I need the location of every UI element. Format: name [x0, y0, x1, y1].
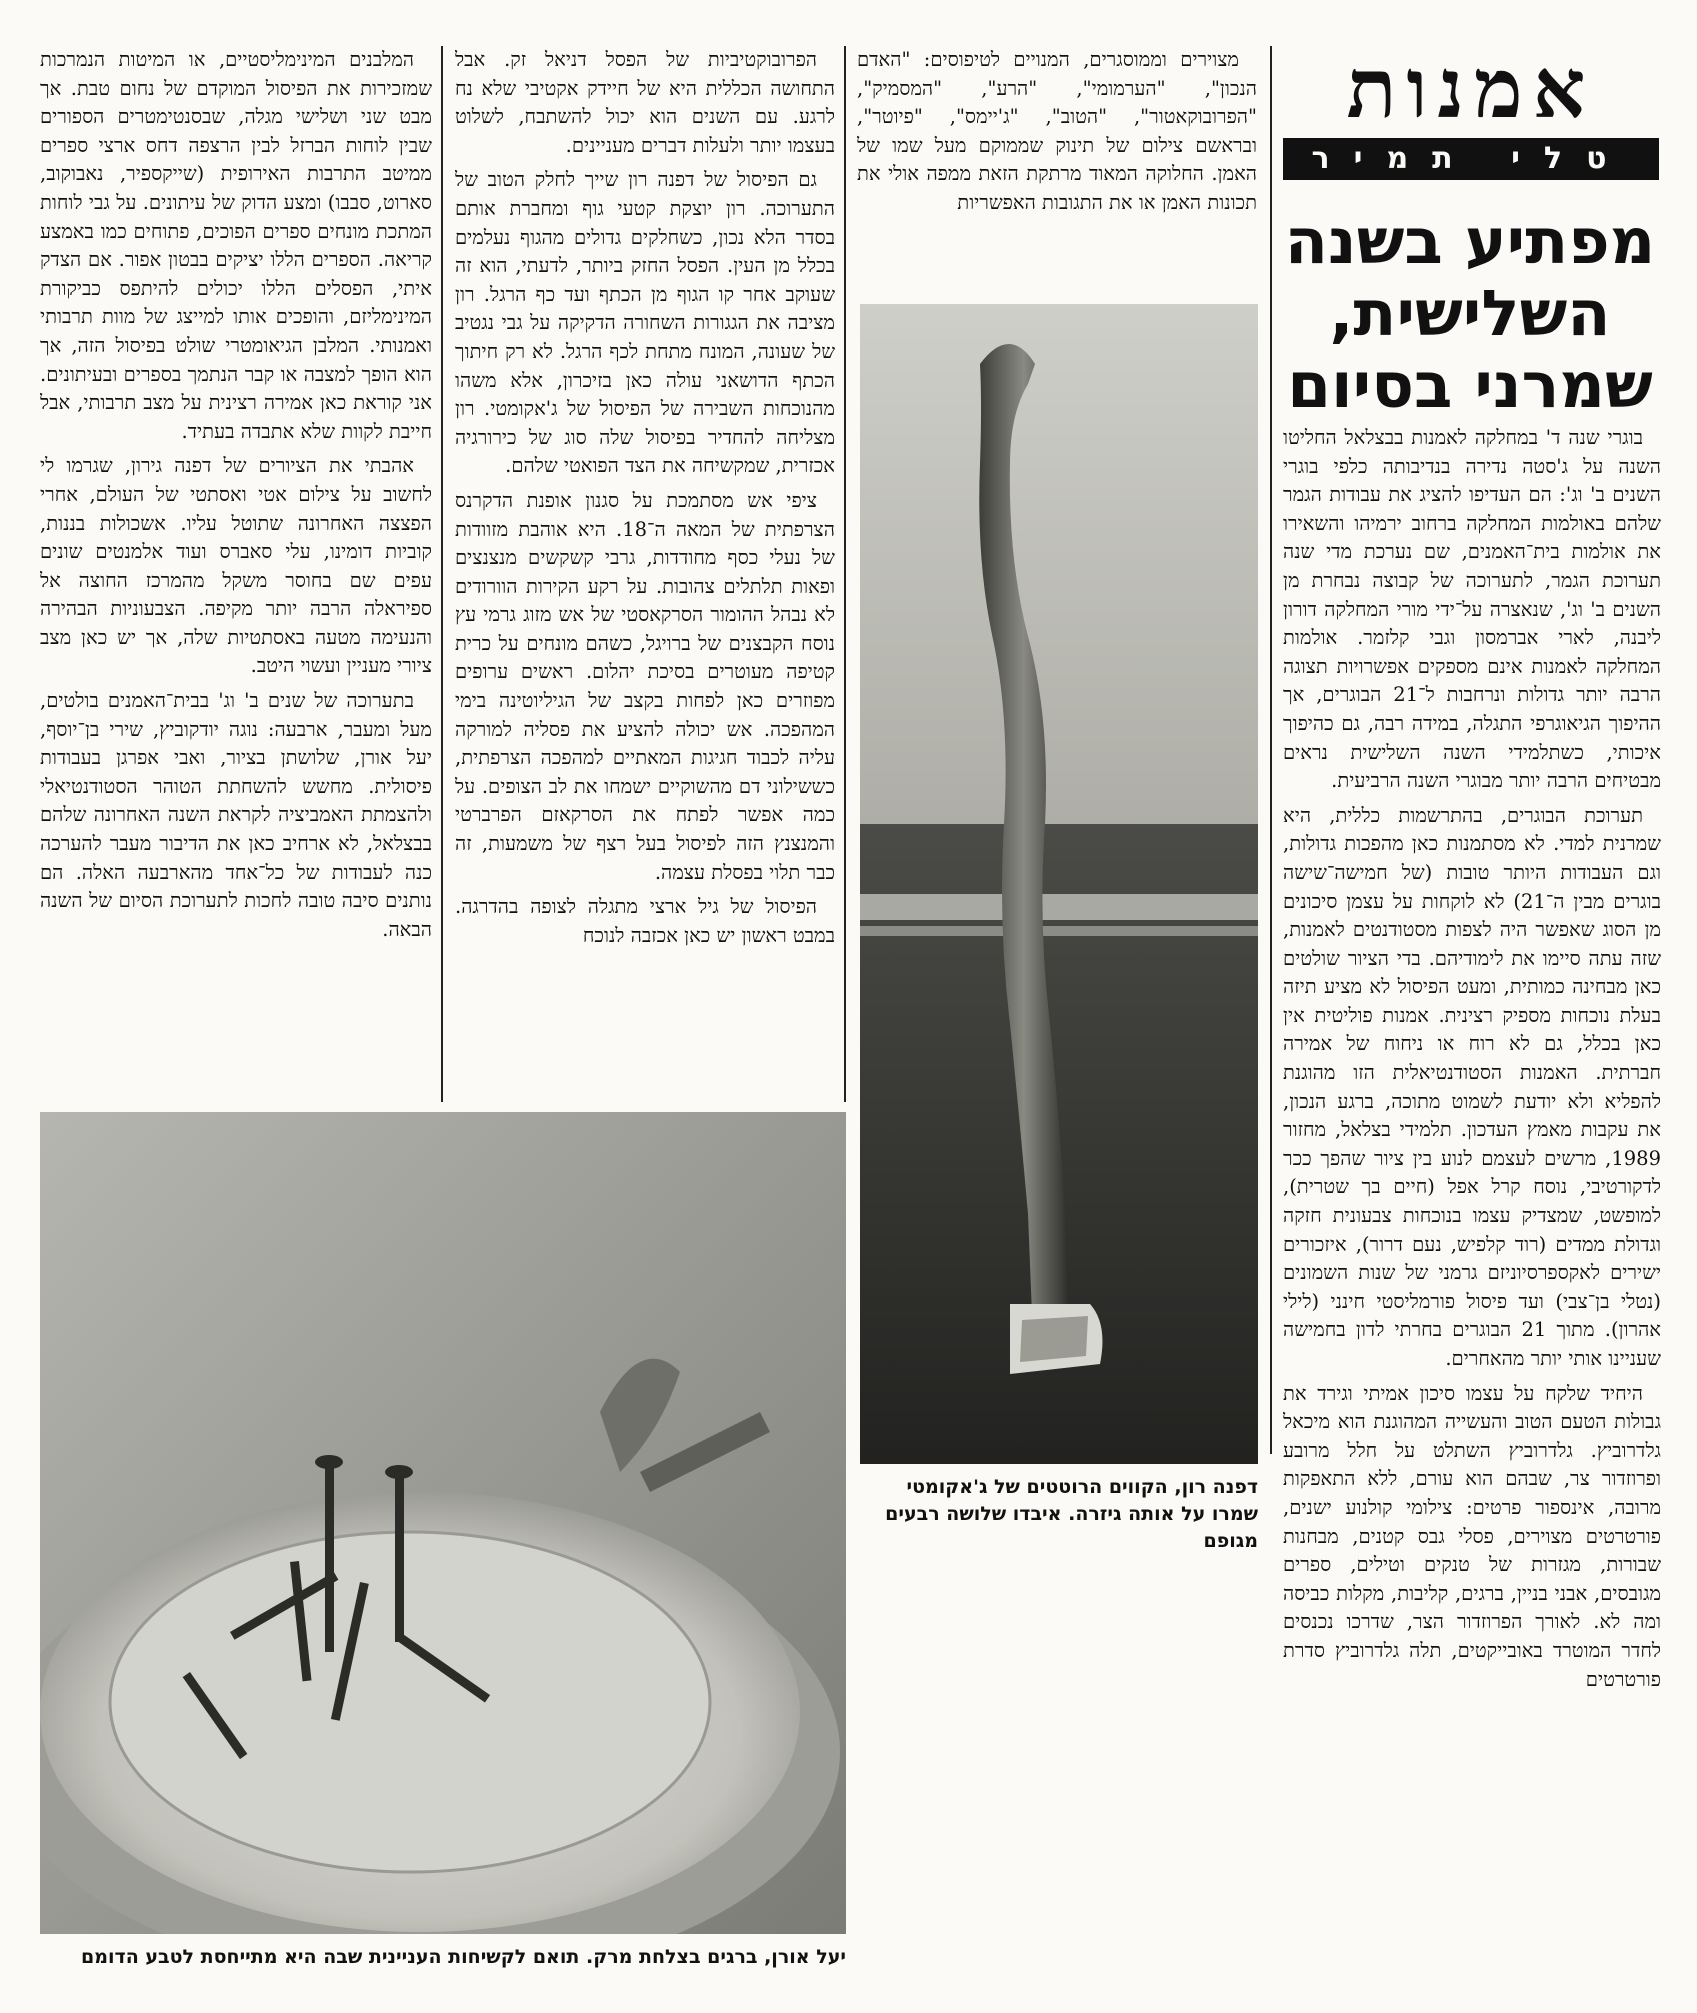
article-paragraph: המלבנים המינימליסטיים, או המיטות הנמרכות שמזכירות את הפיסול המוקדם של נחום טבת. אך מבט שני ושלישי מגלה, שבסנטימטרים הספורים שבין לוחות הברזל לבין הרצפה דחס ארצי ספרים ממיטב התרבות האירופית (שייקספיר, נאבוקוב, סארוט, סבבו) ומצע הדוק של עיתונים. על גבי לוחות המתכת מונחים ספרים הפוכים, פתוחים כמו באמצע קריאה. הספרים הללו יציקים בבטון אפור. אם הצדק איתי, הפסלים הללו יכולים להיתפס כביקורת המינימליזם, והופכים אותו למייצג של מוות תרבותי ואמנותי. המלבן הגיאומטרי שולט בפיסול הזה, אך הוא הופך למצבה או קבר הנתמך בספרים ובעיתונים. אני קוראת כאן אמירה רצינית על מצב תרבותי, אבל חייבת לקוות שלא אתבדה בעתיד. — [40, 48, 432, 443]
article-paragraph: אהבתי את הציורים של דפנה גירון, שגרמו לי לחשוב על צילום אטי ואסתטי של העולם, אחרי הפצצה האחרונה שתוטל עליו. אשכולות בננות, קוביות דומינו, עלי סאברס ועוד אלמנטים שונים עפים שם בחוסר משקל מהמרכז החוצה אל ספיראלה הרבה יותר מקיפה. הצבעוניות הבהירה והנעימה מטעה באסתטיות שלה, אך יש כאן מצב ציורי מעניין ועשוי היטב. — [40, 454, 432, 678]
article-paragraph: גם הפיסול של דפנה רון שייך לחלק הטוב של התערוכה. רון יוצקת קטעי גוף ומחברת אותם בסדר הלא נכון, כשחלקים גדולים מהגוף נעלמים בכלל מן העין. הפסל החזק ביותר, לדעתי, הוא זה שעוקב אחר קו הגוף מן הכתף ועד כף הרגל. רון מציבה את הגגורות השחורה הדקיקה על גבי נגטיב של שעונה, המונח מתחת לכף הרגל. לא רק חיתוך הכתף הדושאני עולה כאן בזיכרון, אלא משהו מהנוכחות השבירה של הפיסול של ג'אקומטי. רון מצליחה להחדיר בפיסול שלה סוג של כירורגיה אכזרית, שמקשיחה את הצד הפואטי שלהם. — [455, 168, 835, 478]
article-column-2-top — [857, 46, 1257, 286]
sculpture-caption: דפנה רון, הקווים הרוטטים של ג'אקומטי שמרו על אותה גיזרה. איבדו שלושה רבעים מגופם — [885, 1476, 1258, 1552]
article-paragraph: היחיד שלקח על עצמו סיכון אמיתי וגירד את גבולות הטעם הטוב והעשייה המהוגנת הוא מיכאל גלדרוביץ. גלדרוביץ השתלט על חלל מרובע ופרוזדור צר, שבהם הוא עורם, ללא התאפקות מרובה, אינספור פרטים: צילומי קולנוע ישנים, פורטרטים מצוירים, פסלי גבס קטנים, מבחנות שבורות, מגזרות של טנקים וטילים, ספרים מגובסים, אבני בניין, ברגים, קליבות, מקלות כביסה ומה לא. לאורך הפרוזדור הצר, שדרכו נכנסים לחדר המוטרד באובייקטים, תלה גלדרוביץ סדרת פורטרטים — [1283, 1381, 1661, 1691]
headline-line: שמרני בסיום — [1287, 349, 1653, 422]
plate-caption: יעל אורן, ברגים בצלחת מרק. תואם לקשיחות העניינית שבה היא מתייחסת לטבע הדומם — [81, 1946, 846, 1968]
column-rule — [844, 46, 846, 1102]
article-paragraph: בתערוכה של שנים ב' וג' בבית־האמנים בולטים, מעל ומעבר, ארבעה: נוגה יודקוביץ, שירי בן־יוסף, יעל אורן, שלושתן בציור, ואבי אפרגן בעבודות פיסולית. מחשש להשחתת הטוהר הסטודנטיאלי ולהצמתת האמביציה לקראת השנה האחרונה שלהם בבצלאל, לא ארחיב כאן את הדיבור מעבר להערכה כנה לעבודות של כל־אחד מהארבעה האלה. הם נותנים סיבה טובה לחכות לתערוכת הסיום של השנה הבאה. — [40, 689, 432, 941]
column-rule — [1270, 46, 1272, 1454]
article-column-4 — [40, 46, 432, 1102]
headline — [1278, 206, 1662, 422]
headline-line: מפתיע בשנה — [1284, 205, 1656, 278]
plate-photo — [40, 1112, 846, 1934]
writer-name: טלי תמיר — [1283, 138, 1659, 180]
sculpture-photo — [860, 304, 1258, 1464]
article-paragraph: בוגרי שנה ד' במחלקה לאמנות בבצלאל החליטו השנה על ג'סטה נדירה בנדיבותה כלפי בוגרי השנים ב' וג': הם העדיפו להציג את עבודות הגמר שלהם באולמות המחלקה ברחוב ירמיהו והשאירו את אולמות בית־האמנים, שם נערכת מדי שנה תערוכת הגמר, לתערוכה של קבוצה נבחרת מן השנים ב' וג', שנאצרה על־ידי מורי המחלקה דורון ליבנה, לארי אברמסון וגבי קלזמר. אולמות המחלקה לאמנות אינם מספקים אפשרויות תצוגה הרבה יותר גדולות ונרחבות ל־21 הבוגרים, אך ההיפוך הגיאוגרפי התגלה, במידה רבה, גם כהיפוך איכותי, כשתלמידי השנה השלישית נראים מבטיחים הרבה יותר מבוגרי השנה הרביעית. — [1283, 426, 1661, 793]
section-title: אמנות — [1346, 41, 1596, 137]
sculpture-image — [860, 304, 1258, 1464]
headline-line: השלישית, — [1329, 277, 1611, 350]
article-paragraph: מצוירים וממוסגרים, המנויים לטיפוסים: "האדם הנכון", "הערמומי", "הרע", "המסמיק", "הפרובוקאטור", "הטוב", "ג'יימס", "פיוטר", ובראשם צילום של תינוק שממוקם מעל שמו של האמן. החלוקה המאוד מרתקת הזאת ממפה אולי את תכונות האמן או את התגובות האפשריות — [857, 48, 1257, 214]
plate-image — [40, 1112, 846, 1934]
article-column-3 — [455, 46, 835, 1102]
article-paragraph: הפיסול של גיל ארצי מתגלה לצופה בהדרגה. במבט ראשון יש כאן אכזבה לנוכח — [455, 895, 835, 947]
article-paragraph: הפרובוקטיביות של הפסל דניאל זק. אבל התחושה הכללית היא של חיידק אקטיבי שלא נח לרגע. עם השנים הוא יכול להשתבח, לשלוט בעצמו יותר ולעלות דברים מעניינים. — [455, 48, 835, 157]
article-column-1 — [1283, 424, 1661, 1988]
column-rule — [441, 46, 443, 1102]
article-paragraph: ציפי אש מסתמכת על סגנון אופנת הדקרנס הצרפתית של המאה ה־18. היא אוהבת מזוודות של נעלי כסף מחודדות, גרבי קשקשים מנצנצים ופאות תלתלים צהובות. על רקע הקירות הוורודים לא נבהל ההומור הסרקאסטי של אש מזוג גרמי עץ נוסח הקבצנים של ברויגל, כשהם מונחים על כרית קטיפה מעוטרים בסיכת יהלום. ראשים ערופים מפוזרים כאן לפחות בקצב של הגיליוטינה בימי המהפכה. אש יכולה להציע את פסליה למורקה עליה לכבוד חגיגות המאתיים למהפכה הצרפתית, כששילוני דם מהשוקיים ישמחו את לב הצופים. על כמה אפשר לפתח את הסרקאזם הפרברטי והמנצנץ הזה לפיסול בעל רצף של משמעות, זה כבר תלוי בפסלת עצמה. — [455, 488, 835, 884]
article-paragraph: תערוכת הבוגרים, בהתרשמות כללית, היא שמרנית למדי. לא מסתמנות כאן מהפכות גדולות, וגם העבודות היותר טובות (של חמישה־שישה בוגרים מבין ה־21) לא לוקחות על עצמן סיכונים מן הסוג שאפשר היה לצפות מסטודנטים לאמנות, שזה עתה סיימו את לימודיהם. בדי הציור שולטים כאן מבחינה כמותית, ומעט הפיסול לא מציע תיזה בעלת נוכחות מספיק רצינית. אמנות פוליטית אין כאן בכלל, גם לא רוח או ניחוח של אמירה חברתית. האמנות הסטודנטיאלית הזו מהוגנת להפליא ולא יודעת לשמוט מתוכה, ברגע הנכון, את עקבות מאמץ העדכון. תלמידי בצלאל, מחזור 1989, מרשים לעצמם לנוע בין ציור שהפך ככר לדקורטיבי, נוסח קרל אפל (חיים בך שטרית), למופשט, שמצדיק עצמו בנוכחות צבעונית חזקה וגדולת ממדים (רוד קלפיש, נעם דרור), איזכורים ישירים לאקספרסיוניזם גרמני של שנות השמונים (נטלי בן־צבי) ועד פיסול פורמליסטי חינני (לילי אהרון). מתוך 21 הבוגרים בחרתי לדון בחמישה שעניינו אותי יותר מהאחרים. — [1283, 803, 1661, 1370]
